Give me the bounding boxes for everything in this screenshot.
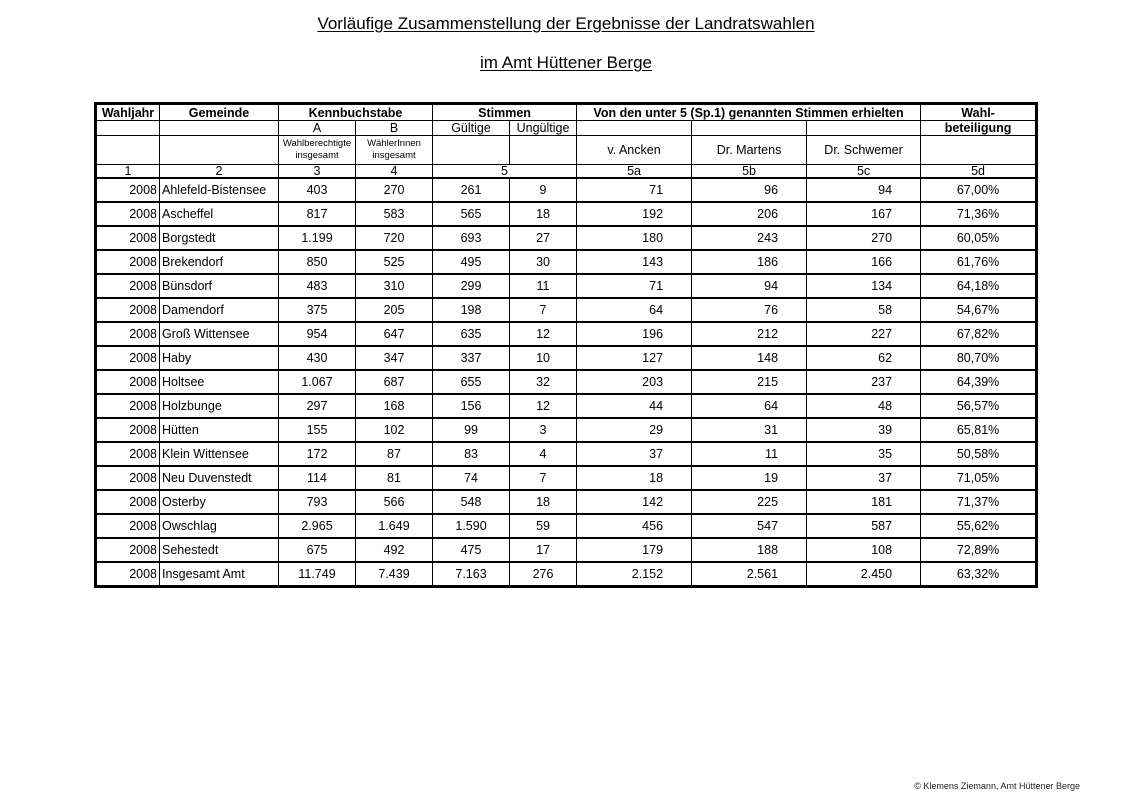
header-empty: [433, 136, 510, 165]
cell-schwemer: 48: [807, 394, 921, 418]
cell-gemeinde: Klein Wittensee: [160, 442, 279, 466]
table-row: [96, 274, 1037, 298]
cell-waehler: 492: [356, 538, 433, 562]
cell-wahlberechtigte: 172: [279, 442, 356, 466]
col-number-5a: 5a: [577, 165, 692, 179]
header-stimmen: Stimmen: [433, 104, 577, 121]
header-empty: [160, 136, 279, 165]
header-b: B: [356, 121, 433, 136]
cell-wahlberechtigte: 675: [279, 538, 356, 562]
table-row: [96, 442, 1037, 466]
cell-schwemer: 237: [807, 370, 921, 394]
cell-ancken: 143: [577, 250, 692, 274]
table-row: [96, 250, 1037, 274]
cell-wahlberechtigte: 375: [279, 298, 356, 322]
header-empty: [921, 136, 1037, 165]
cell-wahlberechtigte: 403: [279, 178, 356, 202]
cell-gueltige: 7.163: [433, 562, 510, 587]
table-row: [96, 370, 1037, 394]
cell-year: 2008: [96, 202, 160, 226]
cell-waehler: 566: [356, 490, 433, 514]
cell-martens: 225: [692, 490, 807, 514]
cell-martens: 215: [692, 370, 807, 394]
cell-beteiligung: 71,05%: [921, 466, 1037, 490]
cell-wahlberechtigte: 297: [279, 394, 356, 418]
cell-gemeinde: Holzbunge: [160, 394, 279, 418]
header-row-2: [96, 121, 1037, 136]
cell-gueltige: 693: [433, 226, 510, 250]
cell-gueltige: 495: [433, 250, 510, 274]
cell-ancken: 64: [577, 298, 692, 322]
cell-martens: 2.561: [692, 562, 807, 587]
cell-gueltige: 198: [433, 298, 510, 322]
copyright-footer: © Klemens Ziemann, Amt Hüttener Berge: [914, 781, 1080, 791]
table-row: [96, 202, 1037, 226]
header-candidate-schwemer: Dr. Schwemer: [807, 136, 921, 165]
cell-ancken: 71: [577, 178, 692, 202]
cell-schwemer: 62: [807, 346, 921, 370]
cell-martens: 64: [692, 394, 807, 418]
table-row: [96, 466, 1037, 490]
cell-beteiligung: 67,82%: [921, 322, 1037, 346]
cell-wahlberechtigte: 155: [279, 418, 356, 442]
header-candidate-martens: Dr. Martens: [692, 136, 807, 165]
cell-martens: 76: [692, 298, 807, 322]
cell-martens: 547: [692, 514, 807, 538]
cell-waehler: 87: [356, 442, 433, 466]
cell-year: 2008: [96, 250, 160, 274]
cell-wahlberechtigte: 1.067: [279, 370, 356, 394]
col-number-2: 2: [160, 165, 279, 179]
cell-gueltige: 99: [433, 418, 510, 442]
cell-beteiligung: 67,00%: [921, 178, 1037, 202]
cell-martens: 206: [692, 202, 807, 226]
header-candidate-ancken: v. Ancken: [577, 136, 692, 165]
header-a: A: [279, 121, 356, 136]
cell-ungueltige: 18: [510, 490, 577, 514]
cell-schwemer: 39: [807, 418, 921, 442]
cell-beteiligung: 71,36%: [921, 202, 1037, 226]
header-ungueltige: Ungültige: [510, 121, 577, 136]
header-wahl: Wahl-: [921, 104, 1037, 121]
document-title: Vorläufige Zusammenstellung der Ergebnisse der Landratswahlen: [317, 14, 815, 33]
col-number-4: 4: [356, 165, 433, 179]
cell-ungueltige: 12: [510, 322, 577, 346]
cell-wahlberechtigte: 2.965: [279, 514, 356, 538]
cell-beteiligung: 61,76%: [921, 250, 1037, 274]
cell-year: 2008: [96, 298, 160, 322]
cell-gemeinde: Insgesamt Amt: [160, 562, 279, 587]
header-kennbuchstabe: Kennbuchstabe: [279, 104, 433, 121]
cell-ungueltige: 12: [510, 394, 577, 418]
cell-schwemer: 58: [807, 298, 921, 322]
cell-gemeinde: Owschlag: [160, 514, 279, 538]
cell-gemeinde: Borgstedt: [160, 226, 279, 250]
cell-ancken: 44: [577, 394, 692, 418]
cell-year: 2008: [96, 394, 160, 418]
cell-gueltige: 635: [433, 322, 510, 346]
cell-beteiligung: 72,89%: [921, 538, 1037, 562]
cell-martens: 212: [692, 322, 807, 346]
cell-waehler: 205: [356, 298, 433, 322]
cell-beteiligung: 60,05%: [921, 226, 1037, 250]
header-empty: [577, 121, 692, 136]
cell-waehler: 687: [356, 370, 433, 394]
cell-ungueltige: 27: [510, 226, 577, 250]
cell-schwemer: 35: [807, 442, 921, 466]
cell-ancken: 196: [577, 322, 692, 346]
cell-ungueltige: 11: [510, 274, 577, 298]
cell-beteiligung: 64,18%: [921, 274, 1037, 298]
header-empty: [692, 121, 807, 136]
cell-martens: 188: [692, 538, 807, 562]
cell-wahlberechtigte: 793: [279, 490, 356, 514]
cell-wahlberechtigte: 954: [279, 322, 356, 346]
cell-waehler: 102: [356, 418, 433, 442]
cell-gueltige: 74: [433, 466, 510, 490]
table-row: [96, 562, 1037, 587]
cell-gueltige: 1.590: [433, 514, 510, 538]
col-number-5d: 5d: [921, 165, 1037, 179]
cell-martens: 31: [692, 418, 807, 442]
cell-year: 2008: [96, 562, 160, 587]
cell-beteiligung: 63,32%: [921, 562, 1037, 587]
cell-ungueltige: 30: [510, 250, 577, 274]
cell-gueltige: 475: [433, 538, 510, 562]
cell-beteiligung: 65,81%: [921, 418, 1037, 442]
col-number-5: 5: [433, 165, 577, 179]
cell-waehler: 168: [356, 394, 433, 418]
cell-wahlberechtigte: 483: [279, 274, 356, 298]
cell-waehler: 270: [356, 178, 433, 202]
cell-beteiligung: 55,62%: [921, 514, 1037, 538]
table-row: [96, 298, 1037, 322]
cell-year: 2008: [96, 442, 160, 466]
cell-beteiligung: 64,39%: [921, 370, 1037, 394]
cell-martens: 243: [692, 226, 807, 250]
cell-year: 2008: [96, 538, 160, 562]
table-row: [96, 394, 1037, 418]
header-waehlerinnen: WählerInnen insgesamt: [356, 136, 433, 165]
header-empty: [96, 136, 160, 165]
table-row: [96, 418, 1037, 442]
cell-year: 2008: [96, 322, 160, 346]
col-number-1: 1: [96, 165, 160, 179]
cell-year: 2008: [96, 418, 160, 442]
cell-schwemer: 587: [807, 514, 921, 538]
header-gueltige: Gültige: [433, 121, 510, 136]
cell-ancken: 127: [577, 346, 692, 370]
header-empty: [510, 136, 577, 165]
document-subtitle: im Amt Hüttener Berge: [480, 53, 652, 72]
cell-beteiligung: 54,67%: [921, 298, 1037, 322]
cell-ungueltige: 7: [510, 298, 577, 322]
cell-year: 2008: [96, 466, 160, 490]
cell-year: 2008: [96, 178, 160, 202]
cell-beteiligung: 56,57%: [921, 394, 1037, 418]
cell-ungueltige: 59: [510, 514, 577, 538]
cell-gueltige: 548: [433, 490, 510, 514]
cell-schwemer: 167: [807, 202, 921, 226]
cell-year: 2008: [96, 226, 160, 250]
col-number-5b: 5b: [692, 165, 807, 179]
header-gemeinde: Gemeinde: [160, 104, 279, 121]
cell-waehler: 81: [356, 466, 433, 490]
header-row-3: [96, 136, 1037, 165]
cell-wahlberechtigte: 850: [279, 250, 356, 274]
col-number-3: 3: [279, 165, 356, 179]
table-row: [96, 322, 1037, 346]
cell-ungueltige: 9: [510, 178, 577, 202]
election-results-table: [94, 102, 1038, 588]
cell-martens: 11: [692, 442, 807, 466]
cell-gemeinde: Brekendorf: [160, 250, 279, 274]
cell-gemeinde: Damendorf: [160, 298, 279, 322]
cell-schwemer: 181: [807, 490, 921, 514]
cell-ungueltige: 32: [510, 370, 577, 394]
cell-martens: 186: [692, 250, 807, 274]
cell-gemeinde: Sehestedt: [160, 538, 279, 562]
cell-year: 2008: [96, 370, 160, 394]
header-row-1: [96, 104, 1037, 121]
cell-ungueltige: 10: [510, 346, 577, 370]
cell-waehler: 525: [356, 250, 433, 274]
table-row: [96, 226, 1037, 250]
cell-beteiligung: 50,58%: [921, 442, 1037, 466]
cell-ancken: 2.152: [577, 562, 692, 587]
cell-gemeinde: Holtsee: [160, 370, 279, 394]
cell-schwemer: 108: [807, 538, 921, 562]
cell-schwemer: 270: [807, 226, 921, 250]
cell-gueltige: 83: [433, 442, 510, 466]
cell-schwemer: 94: [807, 178, 921, 202]
cell-ancken: 142: [577, 490, 692, 514]
cell-schwemer: 166: [807, 250, 921, 274]
table-row: [96, 514, 1037, 538]
table-row: [96, 490, 1037, 514]
header-candidates-group: Von den unter 5 (Sp.1) genannten Stimmen erhielten: [577, 104, 921, 121]
cell-gemeinde: Ahlefeld-Bistensee: [160, 178, 279, 202]
cell-gueltige: 156: [433, 394, 510, 418]
cell-year: 2008: [96, 274, 160, 298]
cell-schwemer: 134: [807, 274, 921, 298]
cell-ancken: 456: [577, 514, 692, 538]
cell-gemeinde: Bünsdorf: [160, 274, 279, 298]
header-empty: [807, 121, 921, 136]
cell-ungueltige: 17: [510, 538, 577, 562]
cell-wahlberechtigte: 11.749: [279, 562, 356, 587]
cell-schwemer: 227: [807, 322, 921, 346]
cell-wahlberechtigte: 1.199: [279, 226, 356, 250]
cell-waehler: 310: [356, 274, 433, 298]
cell-waehler: 583: [356, 202, 433, 226]
cell-ancken: 18: [577, 466, 692, 490]
cell-martens: 19: [692, 466, 807, 490]
cell-gueltige: 655: [433, 370, 510, 394]
cell-gemeinde: Hütten: [160, 418, 279, 442]
cell-martens: 96: [692, 178, 807, 202]
cell-schwemer: 2.450: [807, 562, 921, 587]
cell-year: 2008: [96, 346, 160, 370]
cell-ungueltige: 4: [510, 442, 577, 466]
cell-gemeinde: Groß Wittensee: [160, 322, 279, 346]
cell-schwemer: 37: [807, 466, 921, 490]
cell-ancken: 203: [577, 370, 692, 394]
cell-ancken: 29: [577, 418, 692, 442]
cell-wahlberechtigte: 430: [279, 346, 356, 370]
table-row: [96, 538, 1037, 562]
cell-ancken: 180: [577, 226, 692, 250]
cell-beteiligung: 80,70%: [921, 346, 1037, 370]
cell-ancken: 179: [577, 538, 692, 562]
header-wahlberechtigte: Wahlberechtigte insgesamt: [279, 136, 356, 165]
cell-year: 2008: [96, 490, 160, 514]
cell-ungueltige: 3: [510, 418, 577, 442]
header-wahljahr: Wahljahr: [96, 104, 160, 121]
cell-waehler: 1.649: [356, 514, 433, 538]
cell-martens: 94: [692, 274, 807, 298]
header-empty: [160, 121, 279, 136]
cell-gueltige: 299: [433, 274, 510, 298]
cell-ancken: 192: [577, 202, 692, 226]
table-body: [96, 178, 1037, 587]
cell-waehler: 720: [356, 226, 433, 250]
cell-gemeinde: Osterby: [160, 490, 279, 514]
cell-ancken: 71: [577, 274, 692, 298]
header-beteiligung: beteiligung: [921, 121, 1037, 136]
table-row: [96, 346, 1037, 370]
cell-ungueltige: 7: [510, 466, 577, 490]
cell-waehler: 647: [356, 322, 433, 346]
cell-gueltige: 337: [433, 346, 510, 370]
cell-waehler: 347: [356, 346, 433, 370]
cell-gueltige: 565: [433, 202, 510, 226]
cell-gemeinde: Neu Duvenstedt: [160, 466, 279, 490]
cell-waehler: 7.439: [356, 562, 433, 587]
header-empty: [96, 121, 160, 136]
cell-ungueltige: 276: [510, 562, 577, 587]
cell-gemeinde: Ascheffel: [160, 202, 279, 226]
cell-ancken: 37: [577, 442, 692, 466]
cell-year: 2008: [96, 514, 160, 538]
cell-martens: 148: [692, 346, 807, 370]
cell-wahlberechtigte: 114: [279, 466, 356, 490]
cell-gueltige: 261: [433, 178, 510, 202]
table-row: [96, 178, 1037, 202]
col-number-5c: 5c: [807, 165, 921, 179]
cell-gemeinde: Haby: [160, 346, 279, 370]
cell-beteiligung: 71,37%: [921, 490, 1037, 514]
cell-ungueltige: 18: [510, 202, 577, 226]
cell-wahlberechtigte: 817: [279, 202, 356, 226]
header-row-column-numbers: [96, 165, 1037, 179]
